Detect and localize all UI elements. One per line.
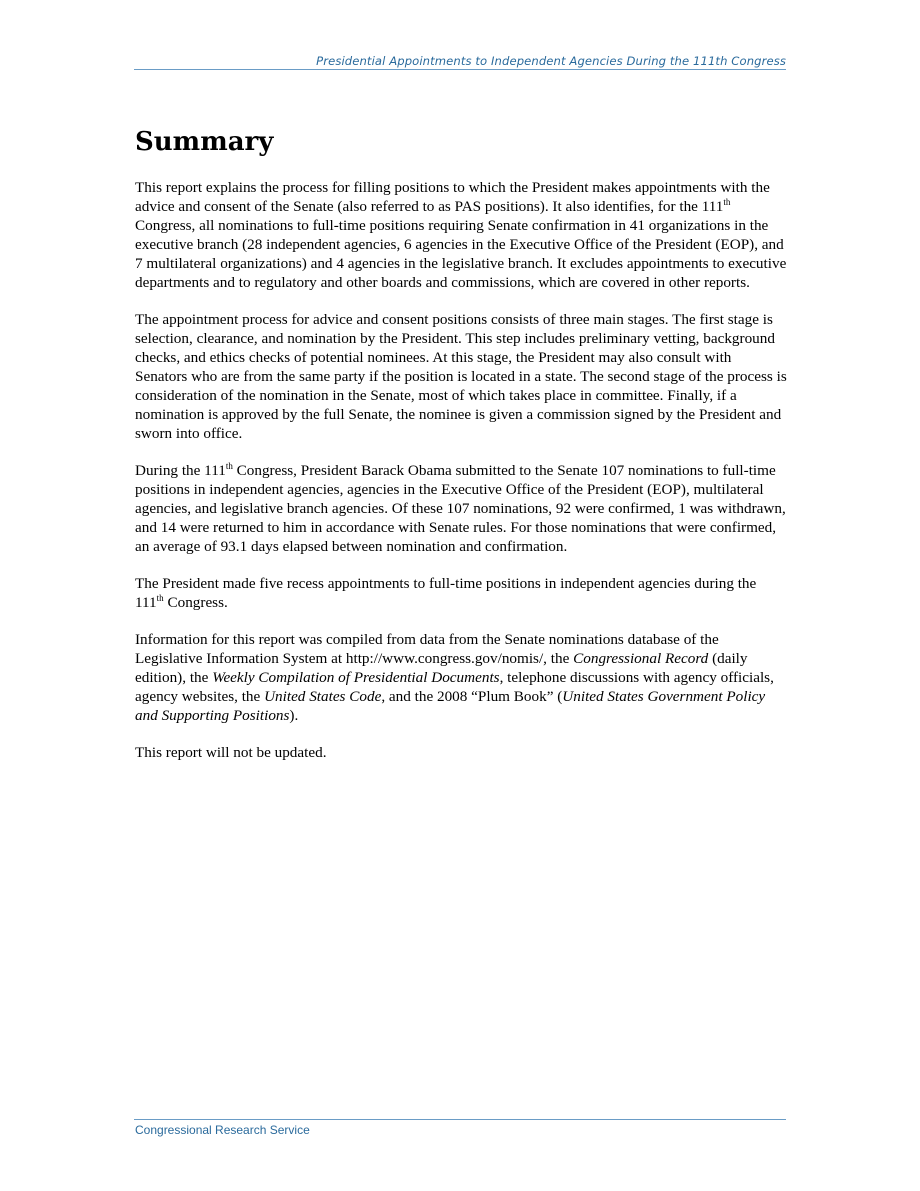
footer-rule <box>134 1119 786 1120</box>
summary-body <box>135 178 787 780</box>
footer-publisher: Congressional Research Service <box>135 1123 310 1137</box>
paragraph-process-overview: This report explains the process for filling positions to which the President makes appointments with the advice and consent of the Senate (also referred to as PAS positions). It also identifies, for the 111th Congress, all nominations to full-time positions requiring Senate confirmation in 41 organizations in the executive branch (28 independent agencies, 6 agencies in the Executive Office of the President (EOP), and 7 multilateral organizations) and 4 agencies in the legislative branch. It excludes appointments to executive departments and to regulatory and other boards and commissions, which are covered in other reports. <box>135 179 787 291</box>
running-header: Presidential Appointments to Independent Agencies During the 111th Congress <box>316 54 786 68</box>
ordinal-suffix: th <box>225 461 233 471</box>
ordinal-suffix: th <box>156 593 164 603</box>
ordinal-suffix: th <box>723 197 731 207</box>
paragraph-appointment-stages: The appointment process for advice and consent positions consists of three main stages. The first stage is selection, clearance, and nomination by the President. This step includes preliminary vetting, background checks, and ethics checks of potential nominees. At this stage, the President may also consult with Senators who are from the same party if the position is located in a state. The second stage of the process is consideration of the nomination in the Senate, most of which takes place in committee. Finally, if a nomination is approved by the full Senate, the nominee is given a commission signed by the President and sworn into office. <box>135 311 787 442</box>
header-rule <box>134 69 786 70</box>
paragraph-recess-appointments: The President made five recess appointments to full-time positions in independent agencies during the 111th Congress. <box>135 575 757 611</box>
citation-congressional-record: Congressional Record <box>573 650 709 667</box>
paragraph-sources: Information for this report was compiled from data from the Senate nominations database of the Legislative Information System at http://www.congress.gov/nomis/, the Congressional Record (daily edition), the Weekly Compilation of Presidential Documents, telephone discussions with agency officials, agency websites, the United States Code, and the 2008 “Plum Book” (United States Government Policy and Supporting Positions). <box>135 631 774 724</box>
section-title: Summary <box>135 127 274 157</box>
citation-plum-book: United States Government Policy and Supporting Positions <box>135 688 766 724</box>
citation-us-code: United States Code <box>264 688 382 705</box>
citation-weekly-compilation: Weekly Compilation of Presidential Documents <box>212 669 500 686</box>
paragraph-nomination-statistics: During the 111th Congress, President Barack Obama submitted to the Senate 107 nominations to full-time positions in independent agencies, agencies in the Executive Office of the President (EOP), multilateral agencies, and legislative branch agencies. Of these 107 nominations, 92 were confirmed, 1 was withdrawn, and 14 were returned to him in accordance with Senate rules. For those nominations that were confirmed, an average of 93.1 days elapsed between nomination and confirmation. <box>135 461 786 555</box>
paragraph-update-notice: This report will not be updated. <box>135 744 327 761</box>
